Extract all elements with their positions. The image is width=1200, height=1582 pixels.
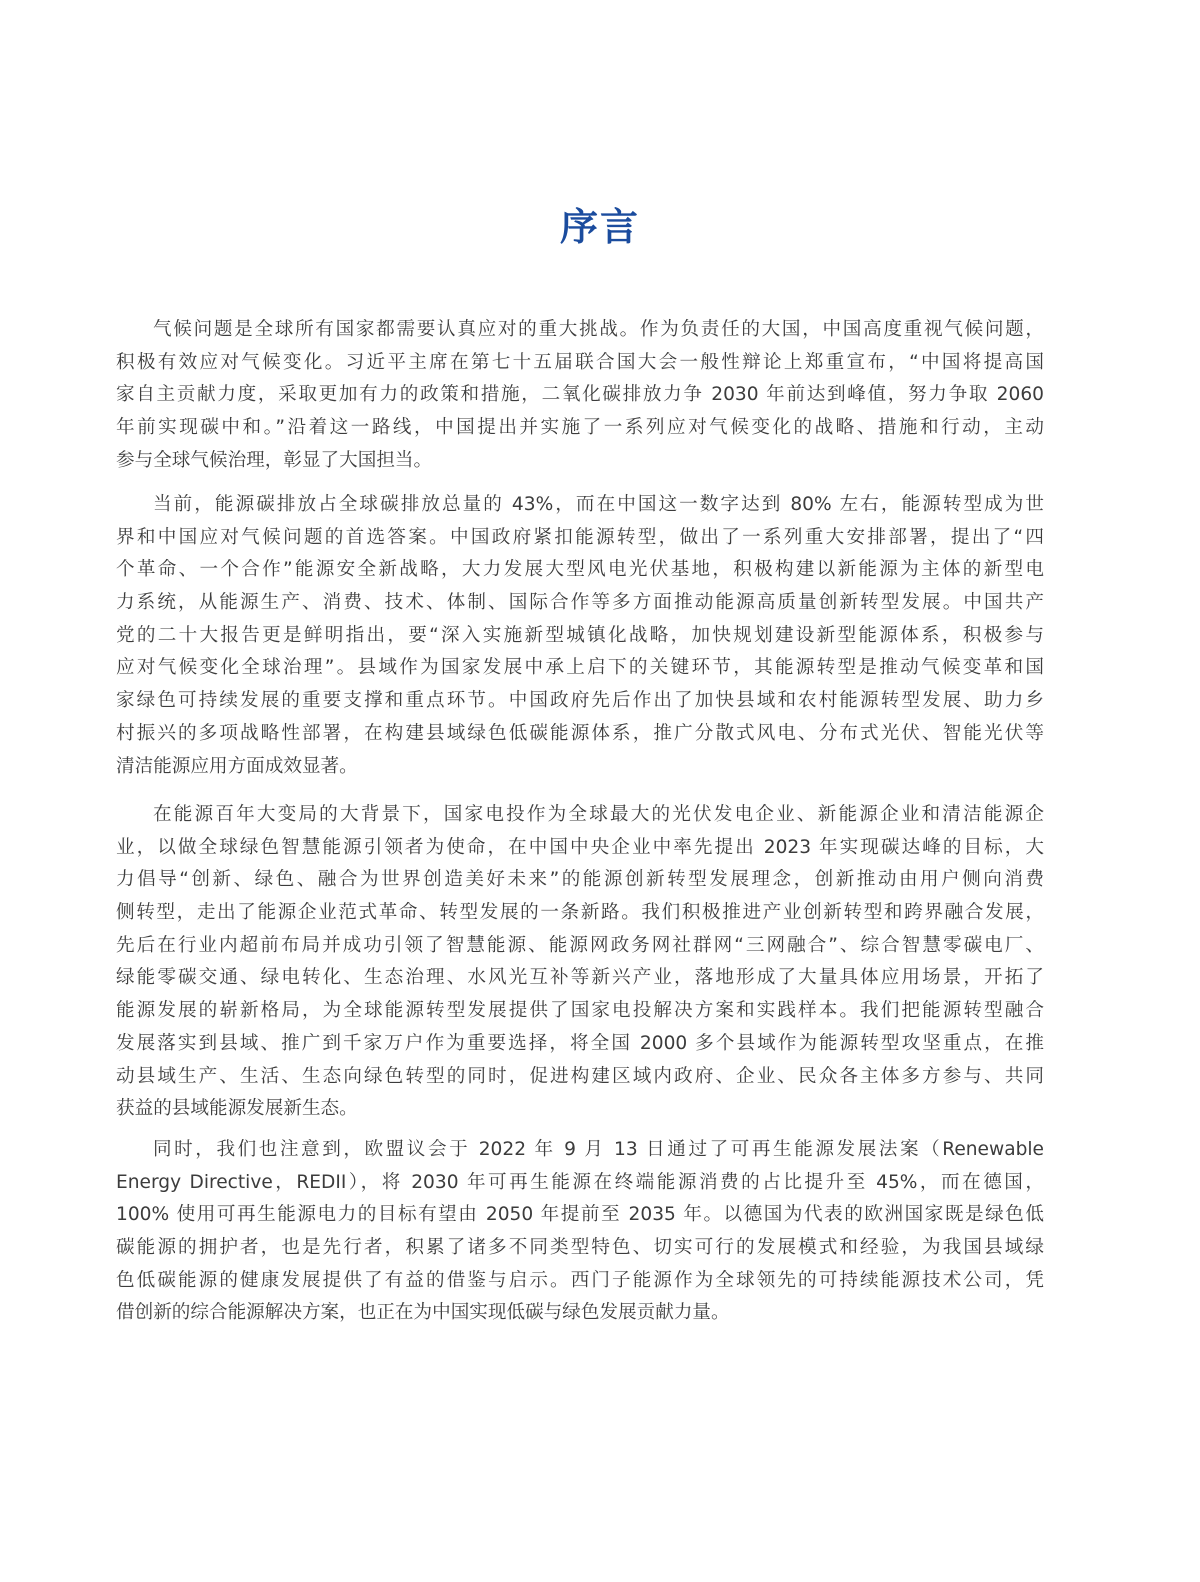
text-line: 界和中国应对气候问题的首选答案。中国政府紧扣能源转型，做出了一系列重大安排部署，提出了“四 (116, 526, 1044, 548)
text-line: 借创新的综合能源解决方案，也正在为中国实现低碳与绿色发展贡献力量。 (116, 1302, 730, 1324)
text-line: 家自主贡献力度，采取更加有力的政策和措施，二氧化碳排放力争 2030 年前达到峰值，努力争取 2060 (116, 384, 1044, 406)
text-line: Energy Directive，REDII），将 2030 年可再生能源在终端能源消费的占比提升至 45%，而在德国， (116, 1171, 1044, 1193)
text-line: 侧转型，走出了能源企业范式革命、转型发展的一条新路。我们积极推进产业创新转型和跨界融合发展， (116, 902, 1044, 924)
text-line: 清洁能源应用方面成效显著。 (116, 755, 358, 777)
text-line: 在能源百年大变局的大背景下，国家电投作为全球最大的光伏发电企业、新能源企业和清洁能源企 (153, 804, 1044, 825)
text-line: 个革命、一个合作”能源安全新战略，大力发展大型风电光伏基地，积极构建以新能源为主体的新型电 (116, 559, 1044, 581)
text-line: 100% 使用可再生能源电力的目标有望由 2050 年提前至 2035 年。以德国为代表的欧洲国家既是绿色低 (116, 1204, 1044, 1226)
text-line: 碳能源的拥护者，也是先行者，积累了诸多不同类型特色、切实可行的发展模式和经验，为我国县域绿 (116, 1237, 1044, 1259)
text-line: 发展落实到县域、推广到千家万户作为重要选择，将全国 2000 多个县域作为能源转型攻坚重点，在推 (116, 1032, 1044, 1054)
text-line: 家绿色可持续发展的重要支撑和重点环节。中国政府先后作出了加快县域和农村能源转型发展、助力乡 (116, 690, 1044, 712)
text-line: 村振兴的多项战略性部署，在构建县域绿色低碳能源体系，推广分散式风电、分布式光伏、智能光伏等 (116, 722, 1044, 744)
text-line: 业，以做全球绿色智慧能源引领者为使命，在中国中央企业中率先提出 2023 年实现碳达峰的目标，大 (116, 836, 1044, 858)
text-line: 力倡导“创新、绿色、融合为世界创造美好未来”的能源创新转型发展理念，创新推动由用户侧向消费 (116, 869, 1044, 891)
paragraph-1 (116, 314, 1044, 477)
paragraph-3 (116, 799, 1044, 1126)
text-line: 力系统，从能源生产、消费、技术、体制、国际合作等多方面推动能源高质量创新转型发展。中国共产 (116, 592, 1044, 614)
text-line: 先后在行业内超前布局并成功引领了智慧能源、能源网政务网社群网“三网融合”、综合智慧零碳电厂、 (116, 934, 1044, 956)
text-line: 绿能零碳交通、绿电转化、生态治理、水风光互补等新兴产业，落地形成了大量具体应用场景，开拓了 (116, 967, 1044, 989)
paragraph-4 (116, 1134, 1044, 1330)
text-line: 参与全球气候治理，彰显了大国担当。 (116, 449, 433, 471)
text-line: 党的二十大报告更是鲜明指出，要“深入实施新型城镇化战略，加快规划建设新型能源体系，积极参与 (116, 624, 1044, 646)
page-title: 序言 (559, 205, 640, 249)
text-line: 应对气候变化全球治理”。县域作为国家发展中承上启下的关键环节，其能源转型是推动气候变革和国 (116, 657, 1044, 679)
text-line: 获益的县域能源发展新生态。 (116, 1098, 358, 1120)
text-line: 能源发展的崭新格局，为全球能源转型发展提供了国家电投解决方案和实践样本。我们把能源转型融合 (116, 1000, 1044, 1022)
paragraph-2 (116, 489, 1044, 783)
text-line: 色低碳能源的健康发展提供了有益的借鉴与启示。西门子能源作为全球领先的可持续能源技术公司，凭 (116, 1269, 1044, 1291)
text-line: 年前实现碳中和。”沿着这一路线，中国提出并实施了一系列应对气候变化的战略、措施和行动，主动 (116, 417, 1044, 439)
text-line: 积极有效应对气候变化。习近平主席在第七十五届联合国大会一般性辩论上郑重宣布，“中国将提高国 (116, 351, 1044, 373)
text-line: 气候问题是全球所有国家都需要认真应对的重大挑战。作为负责任的大国，中国高度重视气候问题， (153, 319, 1044, 340)
text-line: 同时，我们也注意到，欧盟议会于 2022 年 9 月 13 日通过了可再生能源发展法案（Renewable (153, 1139, 1044, 1160)
text-line: 动县域生产、生活、生态向绿色转型的同时，促进构建区域内政府、企业、民众各主体多方参与、共同 (116, 1065, 1044, 1087)
text-line: 当前，能源碳排放占全球碳排放总量的 43%，而在中国这一数字达到 80% 左右，能源转型成为世 (153, 494, 1044, 515)
